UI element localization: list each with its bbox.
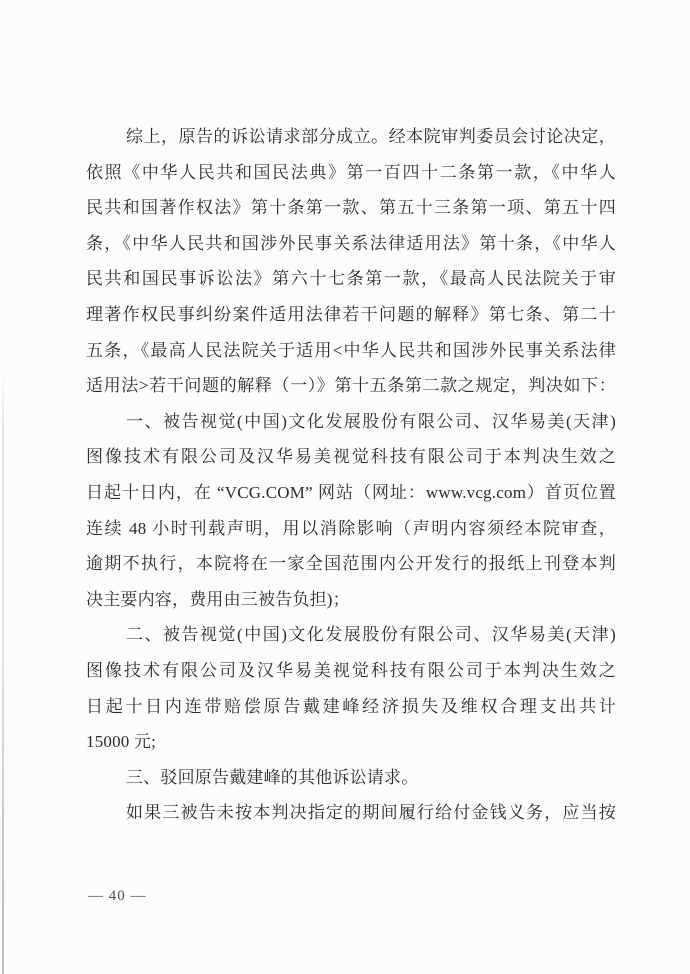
text-line: 二、被告视觉(中国)文化发展股份有限公司、汉华易美(天津): [126, 625, 616, 645]
text-line: 综上，原告的诉讼请求部分成立。经本院审判委员会讨论决定，: [126, 127, 616, 146]
text-line: 依照《中华人民共和国民法典》第一百四十二条第一款，《中华人: [86, 162, 616, 182]
text-line: 条，《中华人民共和国涉外民事关系法律适用法》第十条，《中华人: [86, 233, 616, 253]
page-number: — 40 —: [88, 888, 147, 904]
text-line: 适用法>若干问题的解释（一）》第十五条第二款之规定，判决如下：: [86, 376, 616, 396]
text-line: 如果三被告未按本判决指定的期间履行给付金钱义务，应当按: [126, 803, 616, 823]
text-line: 一、被告视觉(中国)文化发展股份有限公司、汉华易美(天津): [126, 411, 616, 431]
text-line: 15000 元;: [86, 732, 157, 752]
text-line: 逾期不执行，本院将在一家全国范围内公开发行的报纸上刊登本判: [86, 554, 616, 574]
text-line: 三、驳回原告戴建峰的其他诉讼请求。: [126, 767, 419, 787]
text-line: 决主要内容，费用由三被告负担)；: [86, 589, 350, 609]
text-line: 图像技术有限公司及汉华易美视觉科技有限公司于本判决生效之: [86, 660, 616, 680]
text-line: 连续 48 小时刊载声明，用以消除影响（声明内容须经本院审查，: [86, 518, 616, 538]
text-line: 民共和国民事诉讼法》第六十七条第一款，《最高人民法院关于审: [86, 269, 616, 289]
judgment-text-block: [86, 119, 616, 831]
text-line: 理著作权民事纠纷案件适用法律若干问题的解释》第七条、第二十: [86, 304, 616, 324]
text-line: 五条，《最高人民法院关于适用<中华人民共和国涉外民事关系法律: [86, 340, 616, 360]
text-line: 日起十日内连带赔偿原告戴建峰经济损失及维权合理支出共计: [86, 696, 616, 716]
text-line: 民共和国著作权法》第十条第一款、第五十三条第一项、第五十四: [86, 198, 616, 218]
scan-edge-artifact: [2, 372, 4, 974]
text-line: 日起十日内，在 “VCG.COM” 网站（网址：www.vcg.com）首页位置: [86, 482, 616, 502]
text-line: 图像技术有限公司及汉华易美视觉科技有限公司于本判决生效之: [86, 447, 616, 467]
